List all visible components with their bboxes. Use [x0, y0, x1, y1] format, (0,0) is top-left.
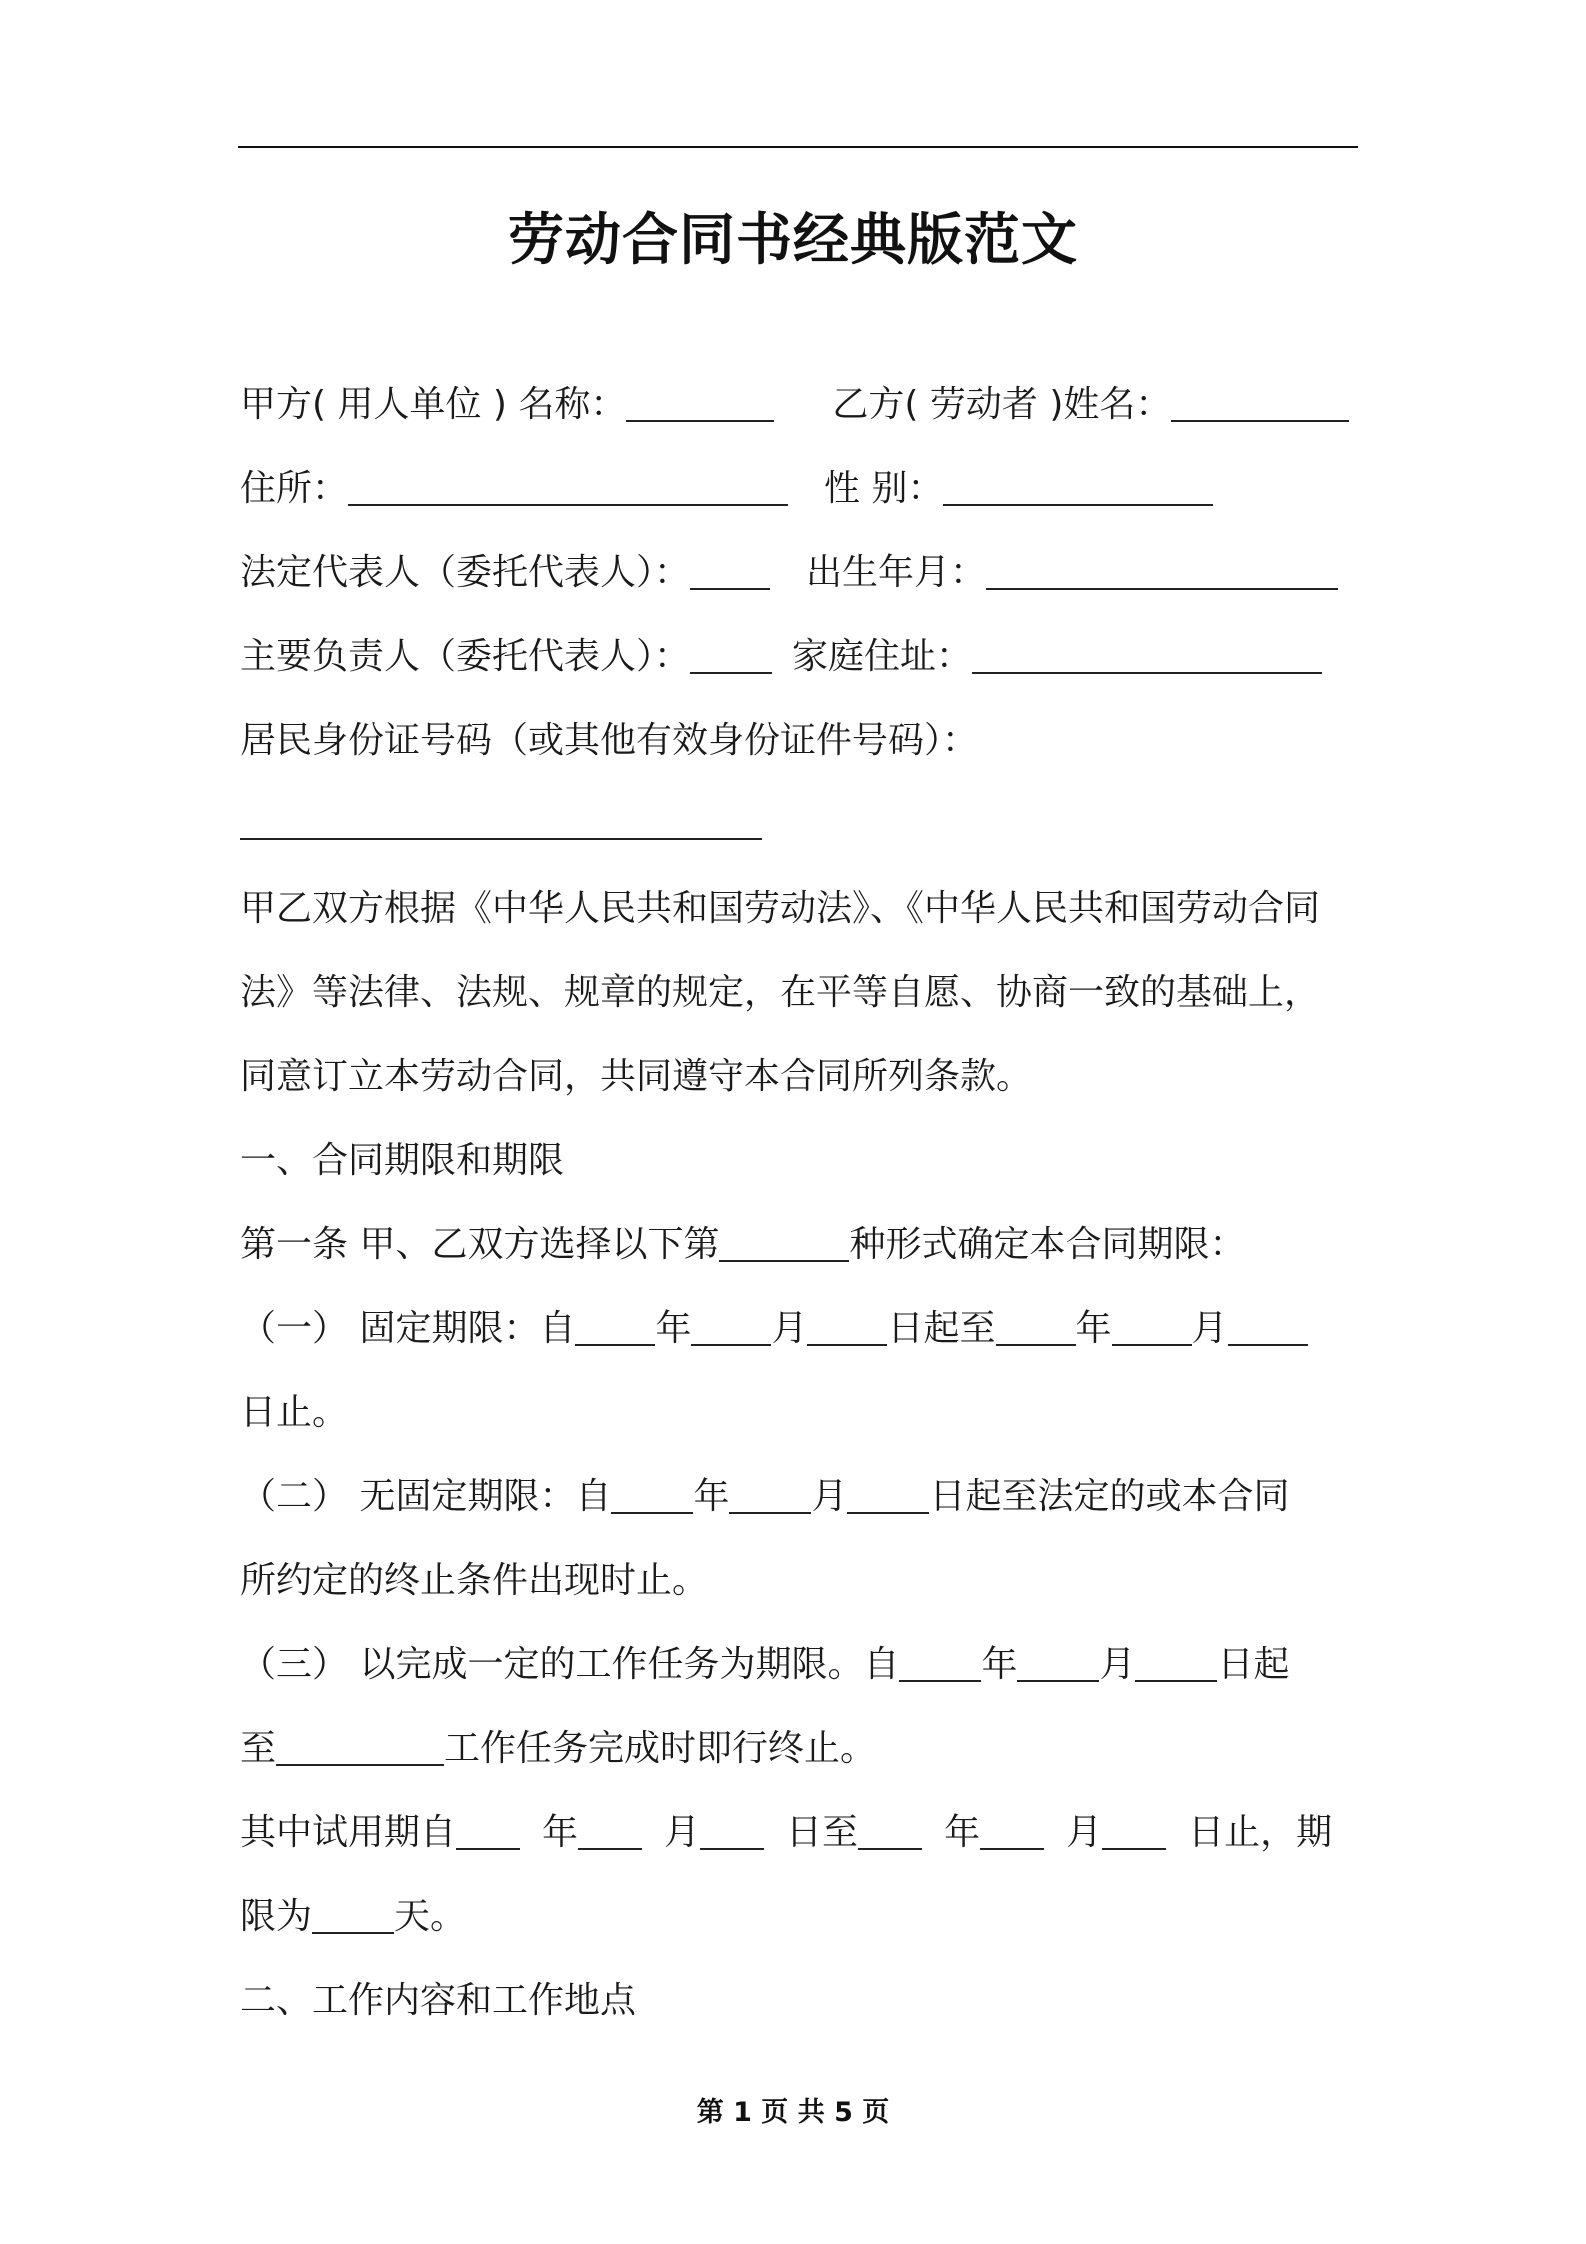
year-unit: 年: [1075, 1308, 1112, 1349]
task-term-row: [240, 1642, 1290, 1688]
preamble-line-2: 法》等法律、法规、规章的规定，在平等自愿、协商一致的基础上，: [240, 972, 1321, 1013]
day-to-label: 日至: [786, 1812, 859, 1853]
task-term-line-2: [240, 1726, 876, 1772]
party-row: [240, 382, 1349, 428]
id-row: [240, 800, 762, 846]
task-year-blank: [899, 1646, 981, 1682]
fixed-term-row: [240, 1306, 1308, 1352]
open-term-line-2: 所约定的终止条件出现时止。: [240, 1560, 709, 1601]
fixed-end-month-blank: [1112, 1310, 1192, 1346]
party-b-name-label: 乙方( 劳动者 )姓名：: [832, 384, 1172, 425]
birth-blank: [986, 554, 1338, 590]
home-address-label: 家庭住址：: [792, 636, 973, 677]
task-to-label: 至: [240, 1728, 277, 1769]
year-unit: 年: [981, 1644, 1018, 1685]
legal-rep-label: 法定代表人（委托代表人）：: [240, 552, 691, 593]
days-unit: 天。: [394, 1896, 467, 1937]
party-a-name-blank: [626, 386, 774, 422]
probation-end-label: 日止，期: [1188, 1812, 1333, 1853]
probation-limit-row: [240, 1894, 466, 1940]
fixed-term-label: （一） 固定期限：自: [240, 1308, 576, 1349]
month-unit: 月: [664, 1812, 701, 1853]
task-month-blank: [1017, 1646, 1099, 1682]
article-1-tail: 种形式确定本合同期限：: [849, 1224, 1246, 1265]
open-day-blank: [847, 1478, 929, 1514]
open-month-blank: [729, 1478, 811, 1514]
day-start-label: 日起: [1217, 1644, 1290, 1685]
open-year-blank: [611, 1478, 693, 1514]
year-unit: 年: [542, 1812, 579, 1853]
day-from-label: 日起至: [887, 1308, 996, 1349]
task-blank: [276, 1730, 444, 1766]
fixed-start-year-blank: [575, 1310, 655, 1346]
gender-label: 性 别：: [824, 468, 944, 509]
principal-label: 主要负责人（委托代表人）：: [240, 636, 691, 677]
probation-label: 其中试用期自: [240, 1812, 457, 1853]
header-rule: [238, 146, 1358, 148]
month-unit: 月: [811, 1476, 848, 1517]
article-1: [240, 1222, 1245, 1268]
probation-end-month-blank: [980, 1814, 1044, 1850]
gender-blank: [943, 470, 1213, 506]
month-unit: 月: [771, 1308, 808, 1349]
task-tail: 工作任务完成时即行终止。: [444, 1728, 877, 1769]
probation-days-blank: [312, 1898, 394, 1934]
probation-limit-label: 限为: [240, 1896, 313, 1937]
year-unit: 年: [944, 1812, 981, 1853]
probation-end-day-blank: [1102, 1814, 1166, 1850]
home-address-blank: [972, 638, 1322, 674]
open-term-label: （二） 无固定期限：自: [240, 1476, 612, 1517]
party-a-name-label: 甲方( 用人单位 ) 名称：: [240, 384, 627, 425]
month-unit: 月: [1099, 1644, 1136, 1685]
month-unit: 月: [1191, 1308, 1228, 1349]
probation-start-month-blank: [578, 1814, 642, 1850]
principal-blank: [690, 638, 772, 674]
probation-start-year-blank: [456, 1814, 520, 1850]
id-label: 居民身份证号码（或其他有效身份证件号码）：: [240, 720, 979, 761]
principal-row: [240, 634, 1322, 680]
fixed-start-day-blank: [807, 1310, 887, 1346]
page-number-footer: 第 1 页 共 5 页: [696, 2097, 890, 2128]
document-title: 劳动合同书经典版范文: [508, 208, 1078, 273]
open-term-row: [240, 1474, 1290, 1520]
year-unit: 年: [655, 1308, 692, 1349]
legal-rep-blank: [690, 554, 770, 590]
birth-label: 出生年月：: [806, 552, 987, 593]
fixed-start-month-blank: [691, 1310, 771, 1346]
article-1-lead: 第一条 甲、乙双方选择以下第: [240, 1224, 720, 1265]
id-blank: [240, 804, 762, 840]
fixed-term-end: 日止。: [240, 1392, 349, 1433]
fixed-end-year-blank: [996, 1310, 1076, 1346]
section-1-heading: 一、合同期限和期限: [240, 1140, 565, 1181]
address-label: 住所：: [240, 468, 349, 509]
probation-end-year-blank: [858, 1814, 922, 1850]
address-blank: [348, 470, 788, 506]
fixed-end-day-blank: [1228, 1310, 1308, 1346]
preamble-line-1: 甲乙双方根据《中华人民共和国劳动法》、《中华人民共和国劳动合同: [240, 888, 1321, 929]
preamble-line-3: 同意订立本劳动合同，共同遵守本合同所列条款。: [240, 1056, 1033, 1097]
legal-rep-row: [240, 550, 1338, 596]
address-row: [240, 466, 1213, 512]
probation-row: [240, 1810, 1332, 1856]
task-day-blank: [1135, 1646, 1217, 1682]
task-term-label: （三） 以完成一定的工作任务为期限。自: [240, 1644, 900, 1685]
section-2-heading: 二、工作内容和工作地点: [240, 1980, 637, 2021]
open-term-tail: 日起至法定的或本合同: [929, 1476, 1290, 1517]
party-b-name-blank: [1171, 386, 1349, 422]
form-choice-blank: [719, 1226, 849, 1262]
probation-start-day-blank: [700, 1814, 764, 1850]
year-unit: 年: [693, 1476, 730, 1517]
month-unit: 月: [1066, 1812, 1103, 1853]
